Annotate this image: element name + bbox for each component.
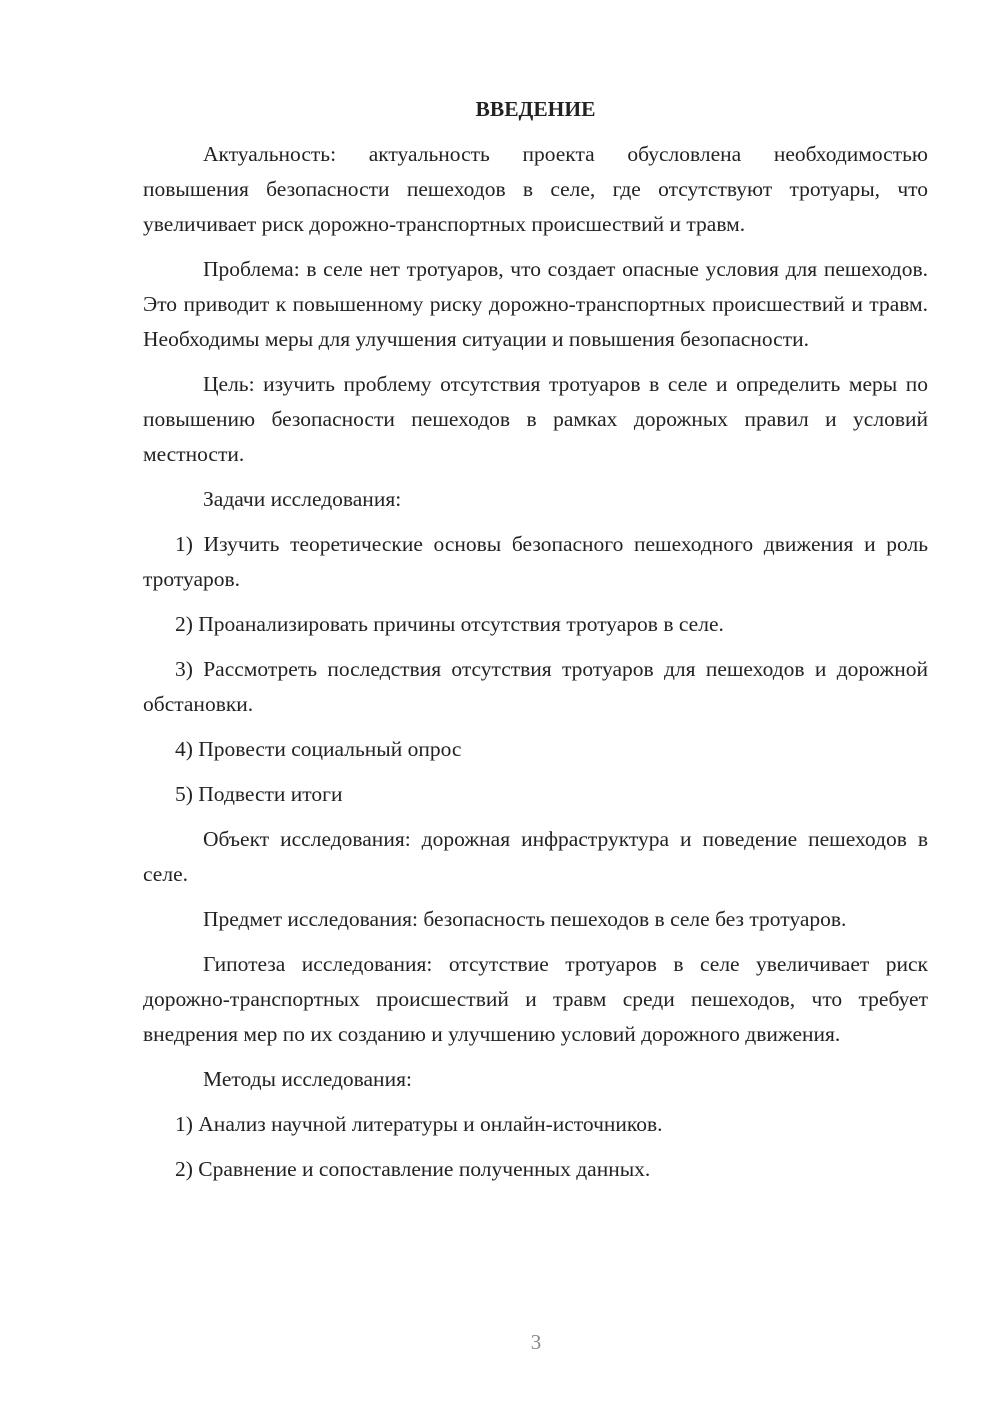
page-number: 3 [530, 1330, 542, 1354]
subject-paragraph: Предмет исследования: безопасность пешеходов в селе без тротуаров. [203, 907, 847, 931]
relevance-paragraph: Актуальность: актуальность проекта обусловлена необходимостью повышения безопасности пешеходов в селе, где отсутствуют тротуары, что увеличивает риск дорожно-транспортных происшествий и травм. [143, 142, 928, 236]
task-item: 2) Проанализировать причины отсутствия тротуаров в селе. [175, 612, 724, 636]
object-paragraph: Объект исследования: дорожная инфраструктура и поведение пешеходов в селе. [143, 827, 928, 886]
task-item: 4) Провести социальный опрос [175, 737, 462, 761]
task-item: 3) Рассмотреть последствия отсутствия тротуаров для пешеходов и дорожной обстановки. [143, 657, 928, 716]
task-item: 1) Изучить теоретические основы безопасного пешеходного движения и роль тротуаров. [143, 532, 928, 591]
method-item: 2) Сравнение и сопоставление полученных данных. [175, 1157, 651, 1181]
tasks-title: Задачи исследования: [203, 487, 402, 511]
methods-title: Методы исследования: [203, 1067, 412, 1091]
task-item: 5) Подвести итоги [175, 782, 343, 806]
goal-paragraph: Цель: изучить проблему отсутствия тротуаров в селе и определить меры по повышению безопасности пешеходов в рамках дорожных правил и условий местности. [143, 372, 928, 466]
section-heading: ВВЕДЕНИЕ [475, 97, 596, 121]
hypothesis-paragraph: Гипотеза исследования: отсутствие тротуаров в селе увеличивает риск дорожно-транспортных происшествий и травм среди пешеходов, что требует внедрения мер по их созданию и улучшению условий дорожного движения. [143, 952, 928, 1046]
method-item: 1) Анализ научной литературы и онлайн-источников. [175, 1112, 663, 1136]
document-page [143, 92, 928, 1197]
problem-paragraph: Проблема: в селе нет тротуаров, что создает опасные условия для пешеходов. Это приводит к повышенному риску дорожно-транспортных происшествий и травм. Необходимы меры для улучшения ситуации и повышения безопасности. [143, 257, 928, 351]
